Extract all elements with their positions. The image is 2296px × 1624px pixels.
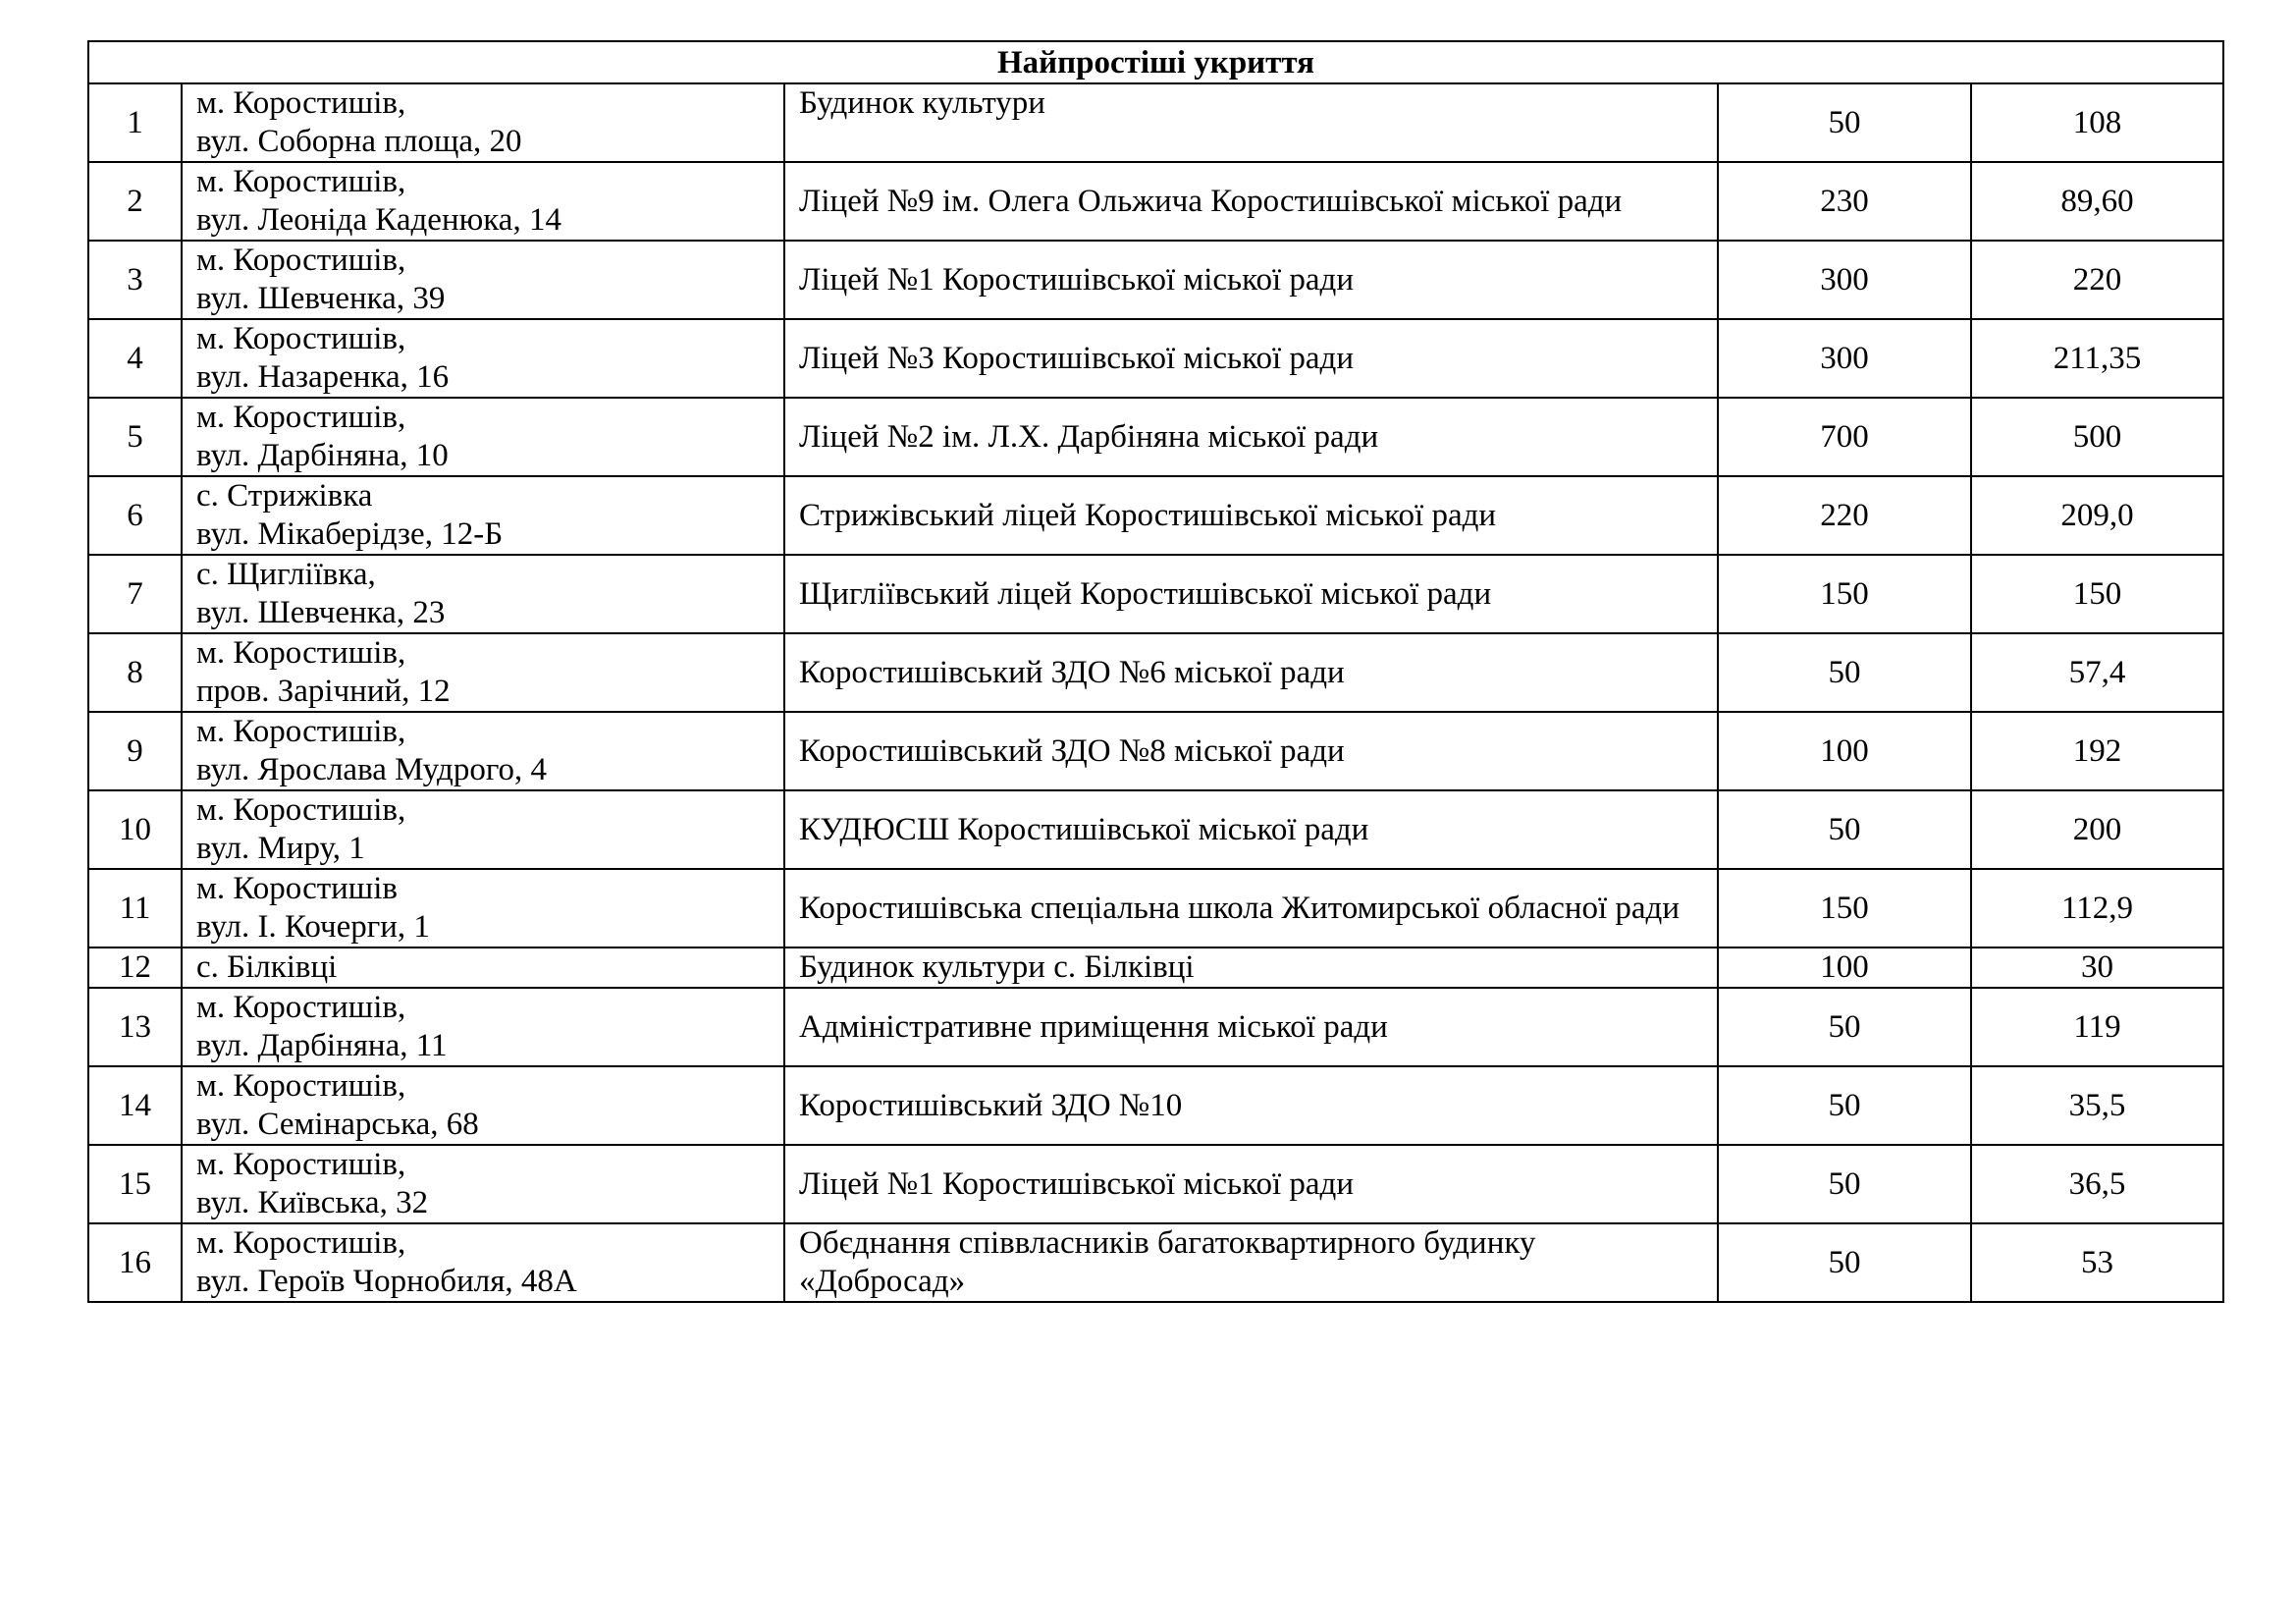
row-number: 12 [88,947,182,988]
address-locality: м. Коростишів, [196,1147,406,1182]
area-cell: 57,4 [1971,633,2223,712]
row-number: 7 [88,555,182,633]
address-cell [182,241,784,319]
area-cell: 211,35 [1971,319,2223,398]
table-row [88,398,2223,476]
capacity-cell: 50 [1718,1145,1971,1223]
address-locality: с. Білківці [196,949,338,985]
table-row [88,1145,2223,1223]
capacity-cell: 300 [1718,241,1971,319]
facility-name: Ліцей №9 ім. Олега Ольжича Коростишівської міської ради [784,162,1718,241]
area-cell: 200 [1971,790,2223,869]
facility-name: Обєднання співвласників багатоквартирного будинку «Добросад» [784,1223,1718,1302]
address-locality: м. Коростишів, [196,1225,406,1261]
address-cell [182,790,784,869]
address-cell [182,869,784,947]
capacity-cell: 50 [1718,790,1971,869]
facility-name: Будинок культури [784,83,1718,162]
address-cell [182,1223,784,1302]
capacity-cell: 100 [1718,947,1971,988]
address-cell [182,1066,784,1145]
address-cell [182,83,784,162]
capacity-cell: 50 [1718,988,1971,1066]
address-locality: м. Коростишів, [196,85,406,121]
address-locality: с. Стрижівка [196,478,373,514]
address-locality: с. Щигліївка, [196,557,376,592]
row-number: 6 [88,476,182,555]
address-locality: м. Коростишів, [196,321,406,356]
table-row [88,319,2223,398]
row-number: 8 [88,633,182,712]
table-row [88,633,2223,712]
address-street: вул. І. Кочерги, 1 [196,909,430,945]
table-row [88,988,2223,1066]
facility-name: Адміністративне приміщення міської ради [784,988,1718,1066]
table-row [88,869,2223,947]
facility-name: Коростишівський ЗДО №6 міської ради [784,633,1718,712]
area-cell: 30 [1971,947,2223,988]
address-locality: м. Коростишів, [196,990,406,1025]
address-street: вул. Дарбіняна, 10 [196,438,449,473]
address-locality: м. Коростишів, [196,164,406,199]
facility-name: Ліцей №1 Коростишівської міської ради [784,1145,1718,1223]
area-cell: 53 [1971,1223,2223,1302]
address-cell [182,398,784,476]
row-number: 2 [88,162,182,241]
area-cell: 108 [1971,83,2223,162]
address-cell [182,947,784,988]
address-locality: м. Коростишів, [196,243,406,278]
row-number: 13 [88,988,182,1066]
address-cell [182,1145,784,1223]
address-cell [182,476,784,555]
address-cell [182,988,784,1066]
address-street: вул. Шевченка, 39 [196,281,446,316]
table-title-row [88,41,2223,83]
capacity-cell: 300 [1718,319,1971,398]
address-locality: м. Коростишів, [196,714,406,749]
capacity-cell: 100 [1718,712,1971,790]
capacity-cell: 50 [1718,83,1971,162]
facility-name: Стрижівський ліцей Коростишівської міської ради [784,476,1718,555]
capacity-cell: 230 [1718,162,1971,241]
facility-name: Коростишівський ЗДО №10 [784,1066,1718,1145]
capacity-cell: 150 [1718,555,1971,633]
address-locality: м. Коростишів, [196,792,406,828]
table-row [88,947,2223,988]
area-cell: 36,5 [1971,1145,2223,1223]
capacity-cell: 150 [1718,869,1971,947]
capacity-cell: 220 [1718,476,1971,555]
table-row [88,555,2223,633]
address-cell [182,712,784,790]
area-cell: 89,60 [1971,162,2223,241]
table-row [88,1066,2223,1145]
address-locality: м. Коростишів [196,871,398,906]
address-street: вул. Героїв Чорнобиля, 48А [196,1264,577,1299]
table-row [88,83,2223,162]
address-street: вул. Дарбіняна, 11 [196,1028,448,1063]
area-cell: 150 [1971,555,2223,633]
address-street: вул. Соборна площа, 20 [196,124,522,159]
facility-name: Ліцей №2 ім. Л.Х. Дарбіняна міської ради [784,398,1718,476]
capacity-cell: 700 [1718,398,1971,476]
table-title: Найпростіші укриття [88,41,2223,83]
address-street: вул. Миру, 1 [196,831,365,866]
table-row [88,241,2223,319]
address-street: пров. Зарічний, 12 [196,674,451,709]
address-street: вул. Ярослава Мудрого, 4 [196,752,548,787]
table-row [88,712,2223,790]
table-row [88,476,2223,555]
row-number: 4 [88,319,182,398]
table-row [88,790,2223,869]
row-number: 5 [88,398,182,476]
address-street: вул. Мікаберідзе, 12-Б [196,516,504,552]
facility-name: Будинок культури с. Білківці [784,947,1718,988]
area-cell: 220 [1971,241,2223,319]
capacity-cell: 50 [1718,633,1971,712]
address-locality: м. Коростишів, [196,400,406,435]
area-cell: 119 [1971,988,2223,1066]
capacity-cell: 50 [1718,1066,1971,1145]
address-street: вул. Леоніда Каденюка, 14 [196,202,561,238]
row-number: 15 [88,1145,182,1223]
address-cell [182,633,784,712]
row-number: 16 [88,1223,182,1302]
table-row [88,1223,2223,1302]
address-street: вул. Назаренка, 16 [196,359,450,395]
address-street: вул. Семінарська, 68 [196,1107,479,1142]
area-cell: 192 [1971,712,2223,790]
address-cell [182,162,784,241]
area-cell: 500 [1971,398,2223,476]
area-cell: 35,5 [1971,1066,2223,1145]
facility-name: Коростишівська спеціальна школа Житомирської обласної ради [784,869,1718,947]
area-cell: 112,9 [1971,869,2223,947]
capacity-cell: 50 [1718,1223,1971,1302]
row-number: 14 [88,1066,182,1145]
row-number: 9 [88,712,182,790]
address-cell [182,319,784,398]
address-cell [182,555,784,633]
facility-name: Щигліївський ліцей Коростишівської міської ради [784,555,1718,633]
row-number: 1 [88,83,182,162]
table-row [88,162,2223,241]
address-street: вул. Шевченка, 23 [196,595,446,630]
row-number: 10 [88,790,182,869]
facility-name: КУДЮСШ Коростишівської міської ради [784,790,1718,869]
address-locality: м. Коростишів, [196,1068,406,1104]
shelters-table [87,40,2224,1303]
address-locality: м. Коростишів, [196,635,406,671]
row-number: 3 [88,241,182,319]
row-number: 11 [88,869,182,947]
address-street: вул. Київська, 32 [196,1185,429,1220]
facility-name: Коростишівський ЗДО №8 міської ради [784,712,1718,790]
facility-name: Ліцей №3 Коростишівської міської ради [784,319,1718,398]
area-cell: 209,0 [1971,476,2223,555]
facility-name: Ліцей №1 Коростишівської міської ради [784,241,1718,319]
